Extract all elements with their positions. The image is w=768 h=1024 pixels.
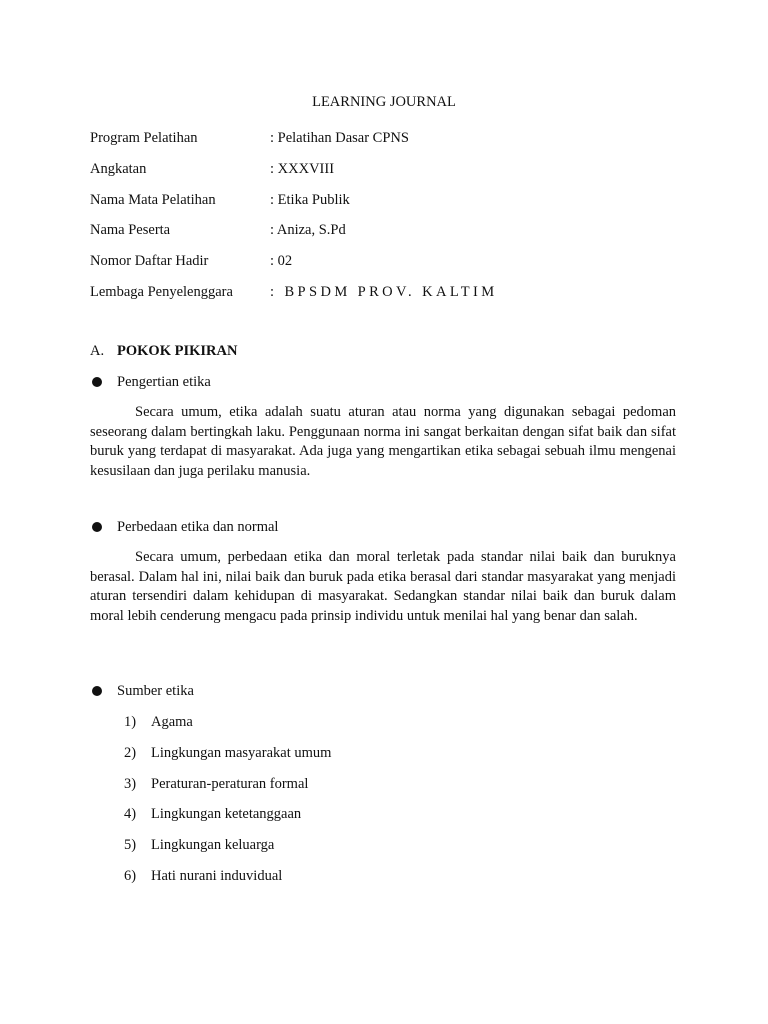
list-number: 6) xyxy=(124,868,137,884)
paragraph: Secara umum, perbedaan etika dan moral terletak pada standar nilai baik dan buruknya berasal. Dalam hal ini, nilai baik dan buruk pada etika berasal dari standar masyarakat yang menjadi aturan tersendiri dalam kehidupan di masyarakat. Sedangkan standar nilai baik dan buruk dalam moral lebih cenderung mengacu pada prinsip individu untuk menilai hal yang benar dan salah. xyxy=(90,549,676,624)
list-item xyxy=(124,774,308,794)
list-text: Lingkungan masyarakat umum xyxy=(151,745,332,761)
list-item xyxy=(124,712,193,732)
list-item xyxy=(124,743,331,763)
info-label: Nomor Daftar Hadir xyxy=(90,253,209,269)
info-value: : BPSDM PROV. KALTIM xyxy=(270,284,498,300)
info-value: : Etika Publik xyxy=(270,192,350,208)
paragraph: Secara umum, etika adalah suatu aturan atau norma yang digunakan sebagai pedoman seseorang dalam bertingkah laku. Penggunaan norma ini sangat berkaitan dengan sifat baik dan sifat buruk yang terdapat di masyarakat. Ada juga yang mengartikan etika sebagai sebuah ilmu mengenai kesusilaan dan juga perilaku manusia. xyxy=(90,404,676,479)
document-title: LEARNING JOURNAL xyxy=(312,94,456,110)
info-label: Program Pelatihan xyxy=(90,130,198,146)
info-value: : XXXVIII xyxy=(270,161,335,177)
bullet-dot-icon xyxy=(92,522,102,532)
bullet-dot-icon xyxy=(92,377,102,387)
info-value: : Aniza, S.Pd xyxy=(270,222,346,238)
info-value: : Pelatihan Dasar CPNS xyxy=(270,130,409,146)
list-text: Peraturan-peraturan formal xyxy=(151,776,309,792)
list-text: Lingkungan ketetanggaan xyxy=(151,806,302,822)
list-number: 2) xyxy=(124,745,137,761)
info-label: Nama Mata Pelatihan xyxy=(90,192,216,208)
list-item xyxy=(124,835,274,855)
bullet-dot-icon xyxy=(92,686,102,696)
list-item xyxy=(124,804,301,824)
list-text: Agama xyxy=(151,714,193,730)
list-number: 1) xyxy=(124,714,137,730)
list-number: 3) xyxy=(124,776,137,792)
info-label: Lembaga Penyelenggara xyxy=(90,284,233,300)
bullet-heading: Perbedaan etika dan normal xyxy=(117,519,279,535)
bullet-heading: Sumber etika xyxy=(117,683,194,699)
section-title: POKOK PIKIRAN xyxy=(117,343,238,359)
section-letter: A. xyxy=(90,343,105,359)
list-text: Hati nurani induvidual xyxy=(151,868,283,884)
list-item xyxy=(124,866,282,886)
list-text: Lingkungan keluarga xyxy=(151,837,275,853)
info-label: Angkatan xyxy=(90,161,147,177)
info-label: Nama Peserta xyxy=(90,222,171,238)
list-number: 4) xyxy=(124,806,137,822)
bullet-heading: Pengertian etika xyxy=(117,374,211,390)
info-value: : 02 xyxy=(270,253,293,269)
section-heading xyxy=(90,341,237,361)
list-number: 5) xyxy=(124,837,137,853)
